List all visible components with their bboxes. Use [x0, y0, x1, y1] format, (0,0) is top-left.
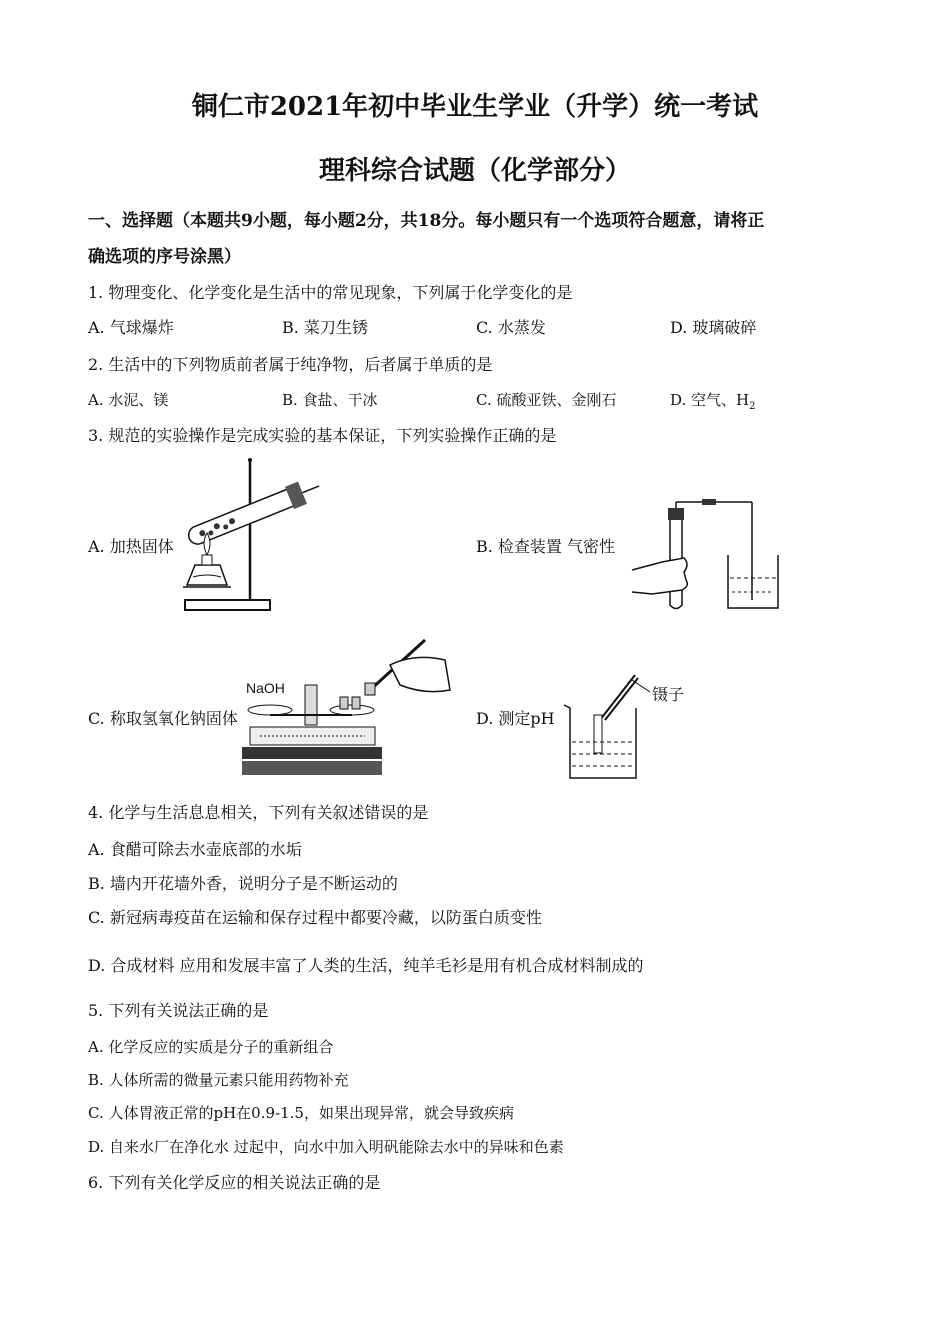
question-2-option-b: B. 食盐、干冰 — [282, 391, 378, 409]
question-3-option-b: B. 检查装置 气密性 — [476, 537, 616, 556]
figure-weighing-naoh — [240, 635, 455, 785]
exam-subtitle: 理科综合试题（化学部分） — [318, 156, 631, 186]
question-3-option-a: A. 加热固体 — [88, 537, 174, 556]
question-5-option-b: B. 人体所需的微量元素只能用药物补充 — [88, 1071, 349, 1089]
question-5-option-d: D. 自来水厂在净化水 过起中，向水中加入明矾能除去水中的异味和色素 — [88, 1138, 564, 1156]
exam-title: 铜仁市2021年初中毕业生学业（升学）统一考试 — [191, 92, 759, 122]
question-3-option-d: D. 测定pH — [476, 709, 555, 728]
question-2-option-d: D. 空气、$H_2$ — [670, 391, 756, 412]
question-3-option-c: C. 称取氢氧化钠固体 — [88, 709, 238, 728]
question-5-option-c: C. 人体胃液正常的pH在0.9-1.5，如果出现异常，就会导致疾病 — [88, 1104, 514, 1122]
question-1-stem: 1. 物理变化、化学变化是生活中的常见现象，下列属于化学变化的是 — [88, 283, 573, 302]
question-2-option-c: C. 硫酸亚铁、金刚石 — [476, 391, 617, 409]
question-1-option-c: C. 水蒸发 — [476, 318, 546, 337]
question-5-stem: 5. 下列有关说法正确的是 — [88, 1001, 269, 1020]
naoh-label: NaOH — [246, 680, 285, 696]
section-heading-line1: 一、选择题（本题共9小题，每小题2分，共18分。每小题只有一个选项符合题意，请将正 — [88, 211, 765, 231]
figure-measure-ph — [560, 670, 700, 785]
question-1-option-b: B. 菜刀生锈 — [282, 318, 368, 337]
tweezers-label: 镊子 — [652, 687, 685, 704]
figure-heating-solid — [175, 455, 355, 615]
section-heading-line2: 确选项的序号涂黑） — [88, 247, 241, 267]
question-4-option-d: D. 合成材料 应用和发展丰富了人类的生活，纯羊毛衫是用有机合成材料制成的 — [88, 956, 644, 975]
question-1-option-d: D. 玻璃破碎 — [670, 318, 757, 337]
question-6-stem: 6. 下列有关化学反应的相关说法正确的是 — [88, 1173, 381, 1192]
question-1-option-a: A. 气球爆炸 — [88, 318, 174, 337]
question-2-stem: 2. 生活中的下列物质前者属于纯净物，后者属于单质的是 — [88, 355, 493, 374]
question-3-stem: 3. 规范的实验操作是完成实验的基本保证，下列实验操作正确的是 — [88, 426, 557, 445]
question-4-stem: 4. 化学与生活息息相关，下列有关叙述错误的是 — [88, 803, 429, 822]
question-2-option-a: A. 水泥、镁 — [88, 391, 169, 409]
question-4-option-c: C. 新冠病毒疫苗在运输和保存过程中都要冷藏，以防蛋白质变性 — [88, 908, 542, 927]
question-4-option-b: B. 墙内开花墙外香，说明分子是不断运动的 — [88, 874, 398, 893]
question-5-option-a: A. 化学反应的实质是分子的重新组合 — [88, 1038, 334, 1056]
figure-airtightness-check — [632, 500, 782, 630]
question-4-option-a: A. 食醋可除去水壶底部的水垢 — [88, 840, 302, 859]
